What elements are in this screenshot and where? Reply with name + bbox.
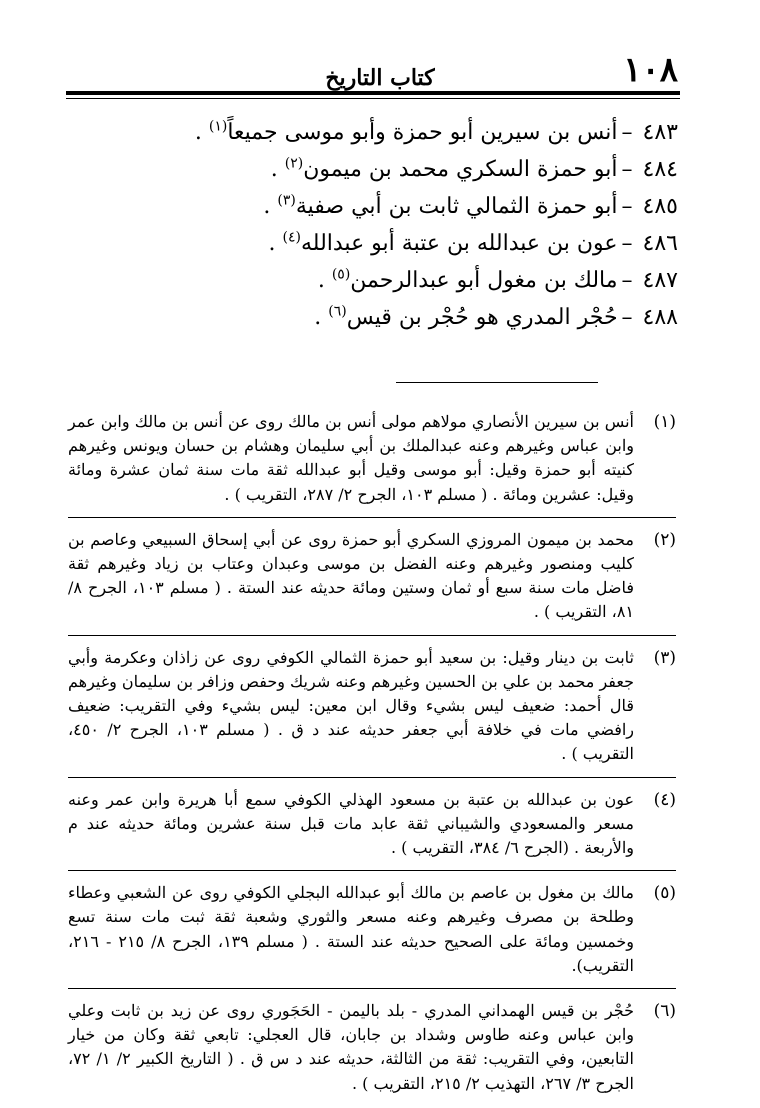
- entry-text: أنس بن سيرين أبو حمزة وأبو موسى جميعاً: [227, 120, 618, 145]
- footnote-separator: [396, 382, 598, 383]
- entry-text: مالك بن مغول أبو عبدالرحمن: [350, 268, 618, 293]
- entry-tail: .: [270, 157, 278, 182]
- footnote-mark: (٣): [653, 647, 676, 668]
- entry-485: ٤٨٥–أبو حمزة الثمالي ثابت بن أبي صفية$^{(٣)}$ .: [78, 190, 678, 227]
- entry-tail: .: [194, 120, 202, 145]
- footnote-divider: [68, 988, 676, 989]
- footnote-mark: (٢): [653, 529, 676, 550]
- footnote-3: [68, 646, 676, 767]
- entry-tail: .: [317, 268, 325, 293]
- footnote-mark: (٤): [653, 789, 676, 810]
- entry-list: [78, 116, 678, 338]
- header-rule-thin: [66, 98, 680, 99]
- entry-number: ٤٨٧: [642, 268, 678, 293]
- footnote-ref: (٣): [277, 192, 296, 209]
- footnotes: [68, 410, 676, 1106]
- entry-tail: .: [263, 194, 271, 219]
- footnote-text: مالك بن مغول بن عاصم بن مالك أبو عبدالله البجلي الكوفي روى عن الشعبي وعطاء وطلحة بن مصرف وغيرهم وعنه مسعر والثوري وشعبة ثقة ثبت مات سنة تسع وخمسين ومائة على الصحيح حديثه عند الستة . ( مسلم ١٣٩، الجرح ٨/ ٢١٥ - ٢١٦، التقريب).: [68, 883, 635, 975]
- entry-text: أبو حمزة السكري محمد بن ميمون: [303, 157, 618, 182]
- entry-text: أبو حمزة الثمالي ثابت بن أبي صفية: [295, 194, 618, 219]
- entry-tail: .: [314, 305, 322, 330]
- entry-486: ٤٨٦–عون بن عبدالله بن عتبة أبو عبدالله$^{(٤)}$ .: [78, 227, 678, 264]
- footnote-mark: (٦): [653, 1001, 676, 1022]
- footnote-6: [68, 999, 676, 1096]
- entry-text: حُجْر المدري هو حُجْر بن قيس: [346, 305, 618, 330]
- footnote-text: أنس بن سيرين الأنصاري مولاهم مولى أنس بن مالك روى عن أنس بن مالك وابن عمر وابن عباس وغيرهم وعنه عبدالملك بن أبي سليمان وهشام بن حسان ويونس وغيرهم كنيته أبو حمزة وقيل: أبو موسى وقيل أبو عبدالله ثقة مات سنة ثمان عشرة ومائة وقيل: عشرين ومائة . ( مسلم ١٠٣، الجرح ٢/ ٢٨٧، التقريب ) .: [68, 412, 634, 504]
- footnote-divider: [68, 517, 676, 518]
- entry-484: ٤٨٤–أبو حمزة السكري محمد بن ميمون$^{(٢)}$ .: [78, 153, 678, 190]
- entry-number: ٤٨٤: [642, 157, 678, 182]
- entry-487: ٤٨٧–مالك بن مغول أبو عبدالرحمن$^{(٥)}$ .: [78, 264, 678, 301]
- footnote-text: ثابت بن دينار وقيل: بن سعيد أبو حمزة الثمالي الكوفي روى عن زاذان وعكرمة وأبي جعفر محمد بن علي بن الحسين وغيرهم وعنه شريك وحفص وزافر بن سليمان وغيرهم قال أحمد: ضعيف ليس بشيء وقال ابن معين: ليس بشيء وفي التقريب: ضعيف رافضي مات في خلافة أبي جعفر حديثه عند د ق . ( مسلم ١٠٣، الجرح ٢/ ٤٥٠، التقريب ) .: [68, 647, 635, 764]
- footnote-mark: (١): [653, 412, 676, 432]
- footnote-divider: [68, 870, 676, 871]
- footnote-ref: (٢): [284, 155, 304, 172]
- footnote-ref: (٦): [328, 303, 347, 320]
- footnote-ref: (١): [208, 118, 228, 135]
- footnote-1: [68, 410, 676, 507]
- entry-text: عون بن عبدالله بن عتبة أبو عبدالله: [300, 231, 618, 256]
- footnote-text: عون بن عبدالله بن عتبة بن مسعود الهذلي الكوفي سمع أبا هريرة وابن عمر وعنه مسعر والمسعودي والشيباني ثقة عابد مات قبل سنة عشرين ومائة حديثه عند م والأربعة . (الجرح ٦/ ٣٨٤، التقريب ) .: [68, 789, 634, 858]
- entry-number: ٤٨٨: [642, 305, 678, 330]
- header-rule-thick: [66, 91, 680, 95]
- footnote-divider: [68, 777, 676, 778]
- footnote-4: [68, 788, 676, 861]
- page-number: ١٠٨: [623, 50, 678, 90]
- footnote-ref: (٥): [331, 266, 351, 283]
- footnote-mark: (٥): [653, 883, 676, 904]
- entry-number: ٤٨٦: [642, 231, 678, 256]
- entry-number: ٤٨٣: [642, 120, 678, 145]
- entry-tail: .: [268, 231, 276, 256]
- entry-483: ٤٨٣–أنس بن سيرين أبو حمزة وأبو موسى جميعاً$^{(١)}$ .: [78, 116, 678, 153]
- footnote-divider: [68, 635, 676, 636]
- entry-number: ٤٨٥: [642, 194, 678, 219]
- footnote-text: محمد بن ميمون المروزي السكري أبو حمزة روى عن أبي إسحاق السبيعي وعاصم بن كليب ومنصور وغيرهم وعنه الفضل بن موسى وعبدان وعتاب بن زياد وغيرهم ثقة فاضل مات سنة سبع أو ثمان وستين ومائة حديثه عند الستة . ( مسلم ١٠٣، الجرح ٨/ ٨١، التقريب ) .: [68, 529, 634, 622]
- footnote-2: [68, 528, 676, 625]
- running-title: كتاب التاريخ: [325, 65, 435, 91]
- footnote-text: حُجْر بن قيس الهمداني المدري - بلد باليمن - الحَجَوري روى عن زيد بن ثابت وعلي وابن عباس وعنه طاوس وشداد بن جابان، قال العجلي: تابعي ثقة وكان من خيار التابعين، وفي التقريب: ثقة من الثالثة، حديثه عند د س ق . ( التاريخ الكبير ٢/ ١/ ٧٢، الجرح ٣/ ٢٦٧، التهذيب ٢/ ٢١٥، التقريب ) .: [68, 1001, 635, 1093]
- footnote-5: [68, 881, 676, 978]
- footnote-ref: (٤): [282, 229, 301, 246]
- entry-488: ٤٨٨–حُجْر المدري هو حُجْر بن قيس$^{(٦)}$ .: [78, 301, 678, 338]
